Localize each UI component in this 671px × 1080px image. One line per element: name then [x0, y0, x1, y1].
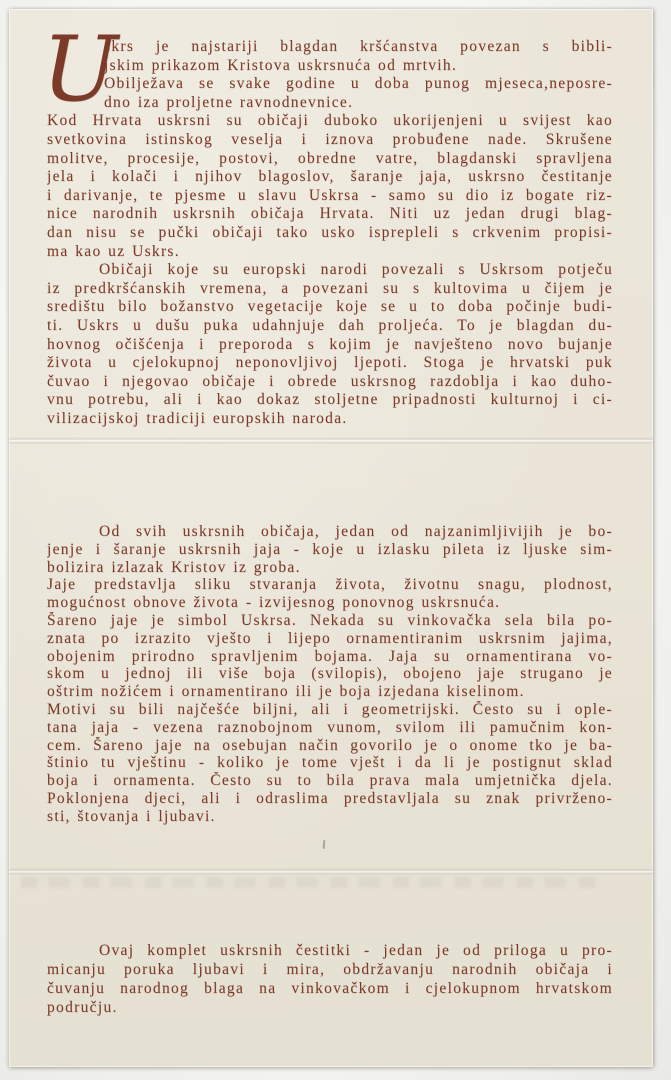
- text-line: cem. Šareno jaje na osebujan način govorilo je o onome tko je ba-: [47, 736, 613, 754]
- text-line: dan nisu se pučki običaji tako usko isprepleli s crkvenim propisi-: [47, 223, 613, 241]
- text-line: središtu bilo božanstvo vegetacije koje se u to doba počinje budi-: [47, 298, 613, 316]
- text-panel-middle: [47, 523, 613, 826]
- text-line: bolizira izlazak Kristov iz groba.: [47, 558, 301, 576]
- text-line: tana jaja - vezena raznobojnom vunom, svilom ili pamučnim kon-: [47, 718, 613, 736]
- drop-cap-letter: U: [42, 17, 120, 122]
- text-line: skom u jednoj ili više boja (svilopis), obojeno jaje strugano je: [47, 665, 613, 683]
- text-line: Ovaj komplet uskrsnih čestitki - jedan je od priloga u pro-: [99, 942, 613, 959]
- text-line: oštrim nožićem i ornamentirano ili je boja izjedana kiselinom.: [47, 683, 525, 701]
- text-panel-upper: [42, 17, 613, 428]
- text-line: jela i kolači i njihov blagoslov, šaranje jaja, uskrsno čestitanje: [47, 168, 613, 186]
- text-line: Šareno jaje je simbol Uskrsa. Nekada su vinkovačka sela bila po-: [47, 611, 613, 629]
- text-line: boja i ornamenta. Često su to bila prava mala umjetnička djela.: [47, 772, 613, 790]
- text-line: čuvanju narodnog blaga na vinkovačkom i cjelokupnom hrvatskom: [47, 980, 613, 997]
- text-line: jskim prikazom Kristova uskrsnuća od mrtvih.: [104, 56, 458, 74]
- text-line: dno iza proljetne ravnodnevnice.: [104, 93, 354, 111]
- text-line: obojenim prirodno spravljenim bojama. Jaja su ornamentirana vo-: [47, 647, 613, 665]
- text-line: Kod Hrvata uskrsni su običaji duboko ukorijenjeni u svijest kao: [47, 112, 613, 130]
- text-line: mogućnost obnove života - izvijesnog ponovnog uskrsnuća.: [47, 594, 501, 612]
- fold-crease-top: [9, 437, 653, 444]
- text-line: svetkovina istinskog veselja i iznova probuđene nade. Skrušene: [47, 130, 613, 148]
- text-line: Obilježava se svake godine u doba punog mjeseca,neposre-: [104, 75, 613, 93]
- document-page: [9, 9, 653, 1067]
- text-line: štinio tu vještinu - koliko je tome vješt i da li je postignut sklad: [47, 754, 613, 772]
- paper-speck: [323, 840, 326, 849]
- fold-crease-bottom: [9, 868, 653, 875]
- text-line: života u cjelokupnoj neponovljivoj ljepoti. Stoga je hrvatski puk: [47, 354, 613, 372]
- text-line: i darivanje, te pjesme u slavu Uskrsa - samo su dio iz bogate riz-: [47, 186, 613, 204]
- text-line: ti. Uskrs u dušu puka udahnjuje dah proljeća. To je blagdan du-: [47, 316, 613, 334]
- drop-cap-initial: [42, 17, 120, 122]
- text-line: Poklonjena djeci, ali i odraslima predstavljala su znak privrženo-: [47, 789, 613, 807]
- text-line: ma kao uz Uskrs.: [47, 242, 180, 260]
- text-line: području.: [47, 999, 118, 1016]
- text-line: jenje i šaranje uskrsnih jaja - koje u izlasku pileta iz ljuske sim-: [47, 540, 613, 558]
- text-line: Motivi su bili najčešće biljni, ali i geometrijski. Često su i ople-: [47, 700, 613, 718]
- text-line: skrs je najstariji blagdan kršćanstva povezan s bibli-: [104, 38, 613, 55]
- text-panel-lower: [47, 941, 613, 1017]
- text-line: nice narodnih uskrsnih običaja Hrvata. Niti uz jedan drugi blag-: [47, 205, 613, 223]
- text-line: Običaji koje su europski narodi povezali s Uskrsom potječu: [99, 261, 613, 279]
- text-line: molitve, procesije, postovi, obredne vatre, blagdanski spravljena: [47, 149, 613, 167]
- text-line: micanju poruka ljubavi i mira, obdržavanju narodnih običaja i: [47, 961, 613, 978]
- text-line: Od svih uskrsnih običaja, jedan od najzanimljivijih je bo-: [99, 523, 613, 540]
- text-line: vnu potrebu, ali i kao dokaz stoljetne pripadnosti kulturnoj i ci-: [47, 391, 613, 409]
- text-line: iz predkršćanskih vremena, a povezani su s kultovima u čijem je: [47, 279, 613, 297]
- text-line: sti, štovanja i ljubavi.: [47, 807, 216, 825]
- text-line: vilizacijskoj tradiciji europskih naroda.: [47, 409, 348, 427]
- text-line: hovnog očišćenja i preporoda s kojim je navješteno novo bujanje: [47, 335, 613, 353]
- text-line: Jaje predstavlja sliku stvaranja života, životnu snagu, plodnost,: [47, 576, 613, 594]
- text-line: znata po izrazito vješto i lijepo ornamentiranim uskrsnim jajima,: [47, 629, 613, 647]
- ink-ghosting: [21, 877, 601, 888]
- text-line: čuvao i njegovao običaje i obrede uskrsnog razdoblja i kao duho-: [47, 372, 613, 390]
